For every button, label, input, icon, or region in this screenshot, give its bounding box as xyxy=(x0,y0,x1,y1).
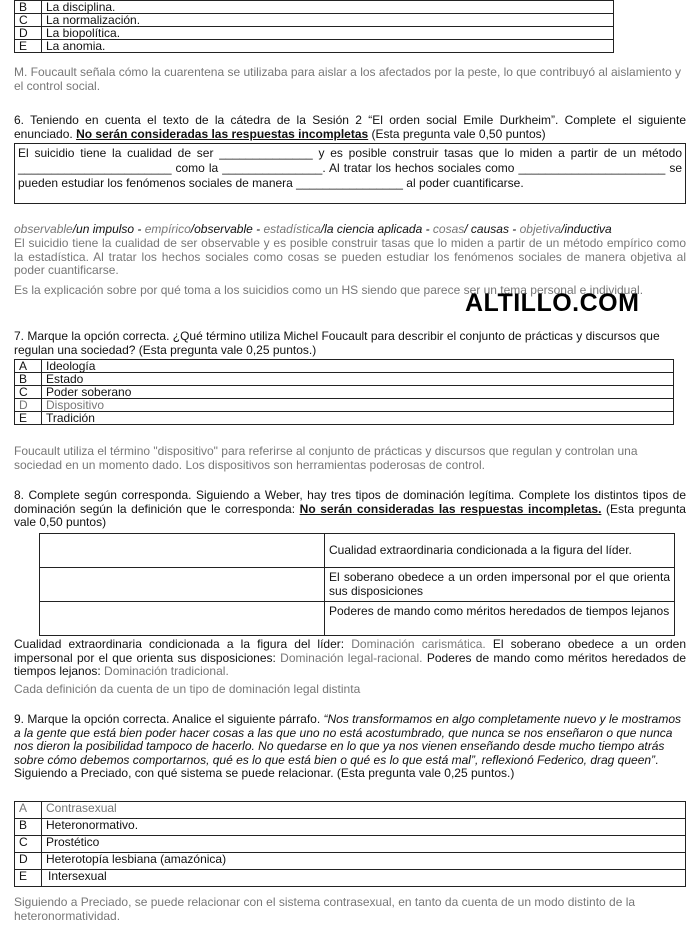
answer-cell[interactable] xyxy=(40,568,325,602)
q7-answer: Foucault utiliza el término "dispositivo" para referirse al conjunto de prácticas y discursos que regulan y controlan una sociedad en un momento dado. Los dispositivos son herramientas poderosas de control. xyxy=(14,444,638,472)
option-row[interactable]: C Prostético xyxy=(15,836,686,853)
q8-note: Cada definición da cuenta de un tipo de dominación legal distinta xyxy=(14,682,361,696)
table-row: Poderes de mando como méritos heredados de tiempos lejanos xyxy=(40,602,675,636)
option-row[interactable]: E Tradición xyxy=(15,412,674,425)
option-row[interactable]: C La normalización. xyxy=(15,14,614,27)
q7-options xyxy=(14,359,674,425)
q9-answer: Siguiendo a Preciado, se puede relacionar con el sistema contrasexual, en tanto da cuenta de un modo distinto de la heteronormatividad. xyxy=(14,895,636,923)
option-row[interactable]: B Heteronormativo. xyxy=(15,819,686,836)
option-row-correct[interactable]: A Contrasexual xyxy=(15,802,686,819)
table-row: Cualidad extraordinaria condicionada a la figura del líder. xyxy=(40,534,675,568)
option-row[interactable]: E La anomia. xyxy=(15,40,614,53)
option-row[interactable]: E Intersexual xyxy=(15,870,686,887)
answer-cell[interactable] xyxy=(40,534,325,568)
q9-question: 9. Marque la opción correcta. Analice el siguiente párrafo. “Nos transformamos en algo completamente nuevo y le mostramos a la gente que está bien poder hacer cosas a las que uno no está acostumbrado, que nunca se nos enseñaron o que nunca nos dieron la posibilidad tampoco de hacerlo. No quedarse en lo que ya nos vienen enseñando desde mucho tiempo atrás sobre cómo debemos comportarnos, qué es lo que está bien o qué es lo que está mal”, reflexionó Federico, drag queen”. Siguiendo a Preciado, con qué sistema se puede relacionar. (Esta pregunta vale 0,25 puntos.) xyxy=(14,712,682,781)
q5-options xyxy=(14,0,614,53)
q6-answer: El suicidio tiene la cualidad de ser observable y es posible construir tasas que lo miden a partir de un método empírico como la estadística. Al tratar los hechos sociales como cosas se pueden estudiar los fenómenos sociales de manera objetiva al poder cuantificarse. xyxy=(14,236,686,278)
option-row[interactable]: D La biopolítica. xyxy=(15,27,614,40)
q8-table xyxy=(39,533,675,636)
table-row: El soberano obedece a un orden impersonal por el que orienta sus disposiciones xyxy=(40,568,675,602)
q6-fill-box: El suicidio tiene la cualidad de ser ______________ y es posible construir tasas que lo miden a partir de un método _______________________ como la _______________. Al tratar los hechos sociales como ______________________ se pueden estudiar los fenómenos sociales de manera ________________ al poder cuantificarse. xyxy=(14,143,686,204)
watermark-logo: ALTILLO.COM xyxy=(465,289,640,317)
q6-explanation: Es la explicación sobre por qué toma a los suicidios como un HS siendo que parece ser un tema personal e individual. xyxy=(14,283,644,297)
q8-question: 8. Complete según corresponda. Siguiendo a Weber, hay tres tipos de dominación legítima. Complete los distintos tipos de dominación según la definición que le corresponda: No serán consideradas las respuestas incompletas. (Esta pregunta vale 0,50 puntos) xyxy=(14,488,686,530)
option-row[interactable]: D Heterotopía lesbiana (amazónica) xyxy=(15,853,686,870)
option-row[interactable]: C Poder soberano xyxy=(15,386,674,399)
option-row[interactable]: B Estado xyxy=(15,373,674,386)
q8-answer: Cualidad extraordinaria condicionada a la figura del líder: Dominación carismática. El soberano obedece a un orden impersonal por el que orienta sus disposiciones: Dominación legal-racional. Poderes de mando como méritos heredados de tiempos lejanos: Dominación tradicional. xyxy=(14,637,687,679)
q9-options xyxy=(14,801,686,887)
q6-question: 6. Teniendo en cuenta el texto de la cátedra de la Sesión 2 “El orden social Emile Durkheim”. Complete el siguiente enunciado. No serán consideradas las respuestas incompletas (Esta pregunta vale 0,50 puntos) xyxy=(14,113,686,141)
q5-answer: M. Foucault señala cómo la cuarentena se utilizaba para aislar a los afectados por la peste, lo que contribuyó al aislamiento y el control social. xyxy=(14,65,682,93)
q7-question: 7. Marque la opción correcta. ¿Qué término utiliza Michel Foucault para describir el conjunto de prácticas y discursos que regulan una sociedad? (Esta pregunta vale 0,25 puntos.) xyxy=(14,329,660,357)
option-row[interactable]: B La disciplina. xyxy=(15,1,614,14)
q6-options-line: observable/un impulso - empírico/observable - estadística/la ciencia aplicada - cosas/ causas - objetiva/inductiva xyxy=(14,222,612,236)
option-row-correct[interactable]: D Dispositivo xyxy=(15,399,674,412)
answer-cell[interactable] xyxy=(40,602,325,636)
option-row[interactable]: A Ideología xyxy=(15,360,674,373)
